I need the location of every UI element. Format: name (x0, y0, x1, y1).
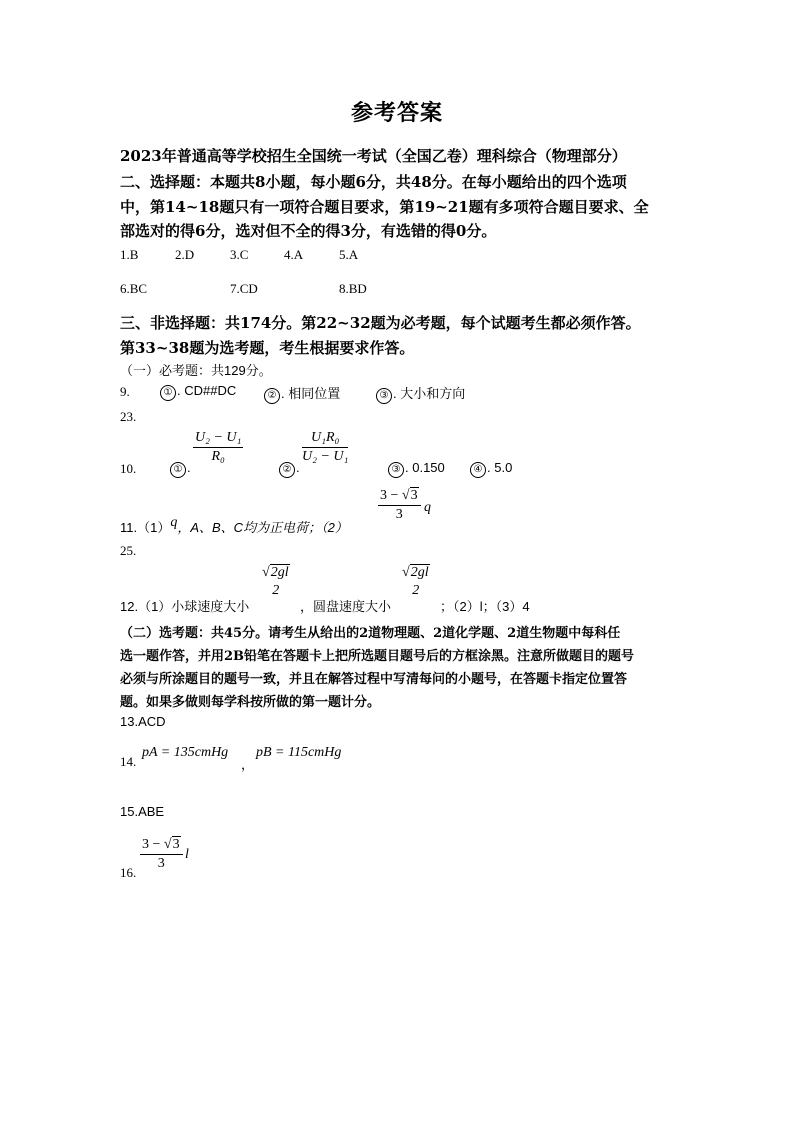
answer-8: 8.BD (339, 281, 367, 296)
q16-fraction: $\frac{3 - √3}{3}$ (140, 836, 183, 873)
q12-mid: ，圆盘速度大小 (300, 599, 392, 614)
q14-number: 14. (120, 754, 137, 769)
q10-marker-2: ② . (279, 460, 300, 478)
q14-pb: pB = 115cmHg (256, 745, 342, 760)
elective-line1: （二）选考题：共45分。请考生从给出的2道物理题、2道化学题、2道生物题中每科任 (120, 626, 621, 641)
q10-number: 10. (120, 461, 137, 476)
q11-fraction: $\frac{3 - √3}{3}$ (378, 487, 421, 524)
answer-1: 1.B (120, 247, 139, 262)
elective-line4: 题。如果多做则每学科按所做的第一题计分。 (120, 695, 381, 710)
q11-fraction-q: q (424, 500, 431, 515)
q12-suffix: ；（2）l；（3）4 (440, 599, 530, 614)
q11-answer: 11.（1）q，A、B、C均为正电荷；（2） (120, 515, 348, 535)
circle-3: ③ (376, 388, 392, 404)
q10-answer-3: ③ . 0.150 (388, 460, 445, 478)
section2-line2: 中，第14~18题只有一项符合题目要求，第19~21题有多项符合题目要求、全 (120, 198, 649, 216)
q12-prefix: 12.（1）小球速度大小 (120, 599, 250, 614)
circle-1: ① (160, 385, 176, 401)
answer-4: 4.A (284, 247, 304, 262)
q14-separator: ， (241, 757, 255, 772)
elective-line2: 选一题作答，并用2B铅笔在答题卡上把所选题目题号后的方框涂黑。注意所做题目的题号 (120, 649, 635, 664)
section2-line1: 二、选择题：本题共8小题，每小题6分，共48分。在每小题给出的四个选项 (120, 173, 627, 191)
answer-6: 6.BC (120, 281, 148, 296)
q25-number: 25. (120, 543, 137, 558)
q16-fraction-l: l (185, 847, 189, 862)
answer-5: 5.A (339, 247, 359, 262)
q10-fraction-1: $\frac{\text{U₂ − U₁}}{\text{R₀}}$ (195, 430, 242, 464)
q14-pa: pA = 135cmHg (142, 745, 229, 760)
circle-2: ② (264, 388, 280, 404)
section3-line2: 第33~38题为选考题，考生根据要求作答。 (120, 339, 415, 357)
answer-2: 2.D (175, 247, 195, 262)
required-heading: （一）必考题：共129分。 (120, 363, 272, 378)
q10-answer-4: ④ . 5.0 (470, 460, 512, 478)
q9-answer-1: ① . CD##DC (160, 383, 236, 401)
q9-number: 9. (120, 384, 130, 399)
q16-number: 16. (120, 865, 137, 880)
exam-name: 2023年普通高等学校招生全国统一考试（全国乙卷）理科综合（物理部分） (120, 147, 627, 165)
q13-answer: 13.ACD (120, 714, 166, 729)
page-title: 参考答案 (350, 100, 443, 126)
q10-fraction-2: $\frac{\text{U₁R₀}}{\text{U₂ − U₁}}$ (302, 430, 349, 464)
section3-line1: 三、非选择题：共174分。第22~32题为必考题，每个试题考生都必须作答。 (120, 314, 641, 332)
answer-7: 7.CD (230, 281, 258, 296)
answer-3: 3.C (230, 247, 249, 262)
q9-answer-2: ② . 相同位置 (264, 383, 340, 404)
q9-answer-3: ③ . 大小和方向 (376, 383, 465, 404)
q12-fraction-2: √2gl 2 (402, 565, 429, 598)
q12-fraction-1: √2gl 2 (262, 565, 289, 598)
q15-answer: 15.ABE (120, 804, 165, 819)
section2-line3: 部选对的得6分，选对但不全的得3分，有选错的得0分。 (120, 222, 497, 240)
elective-line3: 必须与所涂题目的题号一致，并且在解答过程中写清每问的小题号，在答题卡指定位置答 (120, 672, 628, 687)
q23-number: 23. (120, 409, 137, 424)
q10-marker-1: ① . (170, 460, 191, 478)
